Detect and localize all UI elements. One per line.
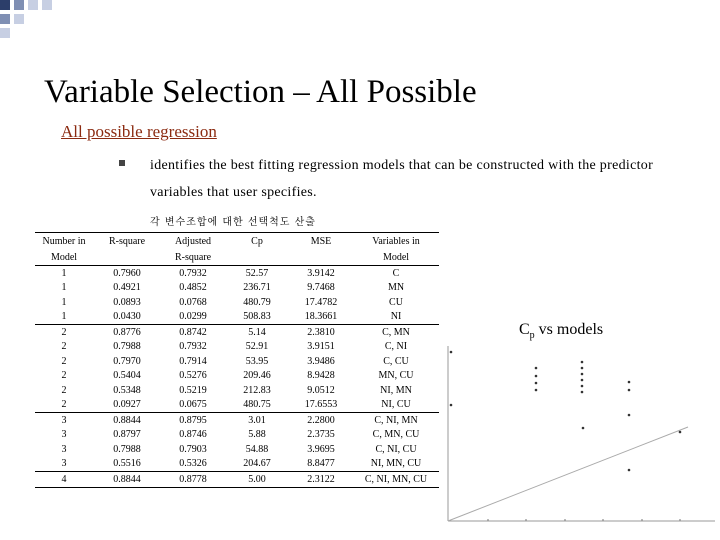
cell-r-square: 0.7988: [113, 443, 141, 455]
cell-cp: 54.88: [245, 443, 269, 455]
plot-title-rest: vs models: [534, 321, 604, 338]
plot-point: [628, 469, 631, 472]
cell-cp: 480.79: [243, 296, 271, 308]
plot-point: [535, 367, 538, 370]
cell-mse: 18.3661: [304, 311, 338, 323]
cell-number-in-model: 1: [61, 296, 67, 308]
cell-cp: 236.71: [243, 282, 271, 294]
cell-number-in-model: 3: [35, 413, 93, 428]
bullet-text: identifies the best fitting regression models that can be constructed with the predictor variables that user specifies.: [150, 158, 654, 200]
cell-variables-in-model: MN: [387, 282, 405, 294]
cell-variables-in-model: C, MN, CU: [372, 429, 420, 441]
plot-point: [628, 381, 631, 384]
section-subheading: All possible regression: [61, 122, 217, 141]
cell-mse: 8.8477: [307, 458, 335, 470]
plot-point: [581, 385, 584, 388]
cell-variables-in-model: MN, CU: [378, 370, 414, 382]
cell-adjusted-r-square: 0.8778: [161, 472, 225, 488]
cell-variables-in-model: NI: [390, 311, 402, 323]
plot-point: [628, 414, 631, 417]
plot-point: [581, 379, 584, 382]
cell-mse: 2.2800: [289, 413, 353, 428]
header-line: R-square: [108, 235, 146, 247]
cell-r-square: 0.8844: [93, 413, 161, 428]
cell-mse: 2.3122: [289, 472, 353, 488]
header-line: MSE: [310, 235, 332, 247]
cell-adjusted-r-square: 0.0299: [179, 311, 207, 323]
cell-variables-in-model: C, NI, MN, CU: [353, 472, 439, 488]
plot-point: [535, 389, 538, 392]
slide-title: Variable Selection – All Possible: [44, 74, 477, 110]
cell-cp: 52.57: [245, 267, 269, 279]
cell-cp: 5.00: [225, 472, 289, 488]
header-number-in-model-line2: Model: [35, 249, 93, 266]
cell-r-square: 0.0430: [113, 311, 141, 323]
cell-variables-in-model: NI, CU: [381, 399, 411, 411]
cell-cp: 5.14: [225, 325, 289, 340]
plot-point: [581, 373, 584, 376]
cell-number-in-model: 3: [61, 443, 67, 455]
cell-adjusted-r-square: 0.7932: [179, 267, 207, 279]
cell-adjusted-r-square: 0.7914: [179, 355, 207, 367]
cell-r-square: 0.8776: [93, 325, 161, 340]
plot-point: [581, 367, 584, 370]
plot-title-main: C: [519, 321, 530, 338]
cell-variables-in-model: CU: [389, 296, 403, 308]
cell-number-in-model: 3: [61, 429, 67, 441]
header-line: Variables in: [372, 235, 420, 247]
cell-cp: 204.67: [243, 458, 271, 470]
cell-r-square: 0.5404: [113, 370, 141, 382]
cell-r-square: 0.8797: [113, 429, 141, 441]
cell-adjusted-r-square: 0.7903: [179, 443, 207, 455]
cell-variables-in-model: C: [392, 267, 400, 279]
cell-mse: 3.9486: [307, 355, 335, 367]
plot-point: [581, 361, 584, 364]
cell-number-in-model: 1: [61, 282, 67, 294]
cell-r-square: 0.0893: [113, 296, 141, 308]
cell-cp: 52.91: [245, 341, 269, 353]
cell-variables-in-model: C, MN: [353, 325, 439, 340]
cell-variables-in-model: C, NI, CU: [375, 443, 417, 455]
table-caption: 각 변수조합에 대한 선택척도 산출: [150, 217, 316, 228]
cell-variables-in-model: C, CU: [383, 355, 409, 367]
cell-number-in-model: 4: [35, 472, 93, 488]
cell-adjusted-r-square: 0.5326: [179, 458, 207, 470]
cell-adjusted-r-square: 0.5276: [179, 370, 207, 382]
cell-number-in-model: 2: [35, 325, 93, 340]
cell-number-in-model: 2: [61, 355, 67, 367]
cell-mse: 3.9151: [307, 341, 335, 353]
cell-adjusted-r-square: 0.5219: [179, 384, 207, 396]
cell-r-square: 0.5516: [113, 458, 141, 470]
cell-cp: 209.46: [243, 370, 271, 382]
cell-r-square: 0.8844: [93, 472, 161, 488]
cell-cp: 508.83: [243, 311, 271, 323]
cell-mse: 8.9428: [307, 370, 335, 382]
header-line: Cp: [251, 235, 263, 247]
cell-r-square: 0.7970: [113, 355, 141, 367]
cell-variables-in-model: C, NI: [384, 341, 408, 353]
cell-number-in-model: 2: [61, 341, 67, 353]
cell-number-in-model: 2: [61, 384, 67, 396]
cell-mse: 17.6553: [304, 399, 338, 411]
cell-number-in-model: 1: [61, 311, 67, 323]
cell-cp: 5.88: [248, 429, 266, 441]
plot-point: [535, 375, 538, 378]
cell-cp: 3.01: [225, 413, 289, 428]
cell-mse: 2.3810: [289, 325, 353, 340]
cell-adjusted-r-square: 0.8746: [179, 429, 207, 441]
plot-title-subscript: p: [529, 330, 535, 342]
plot-point: [535, 382, 538, 385]
cell-r-square: 0.5348: [113, 384, 141, 396]
cell-variables-in-model: NI, MN, CU: [370, 458, 422, 470]
cell-variables-in-model: NI, MN: [380, 384, 412, 396]
plot-point: [582, 427, 585, 430]
cell-mse: 9.7468: [307, 282, 335, 294]
plot-points: [450, 351, 682, 472]
cell-number-in-model: 2: [61, 399, 67, 411]
cell-number-in-model: 1: [61, 267, 67, 279]
cell-mse: 9.0512: [307, 384, 335, 396]
cell-mse: 17.4782: [304, 296, 338, 308]
cell-cp: 480.75: [243, 399, 271, 411]
cell-mse: 3.9142: [307, 267, 335, 279]
cell-adjusted-r-square: 0.8742: [161, 325, 225, 340]
cell-r-square: 0.7988: [113, 341, 141, 353]
cell-cp: 53.95: [245, 355, 269, 367]
cell-r-square: 0.4921: [113, 282, 141, 294]
header-adjusted-r-square-line2: R-square: [161, 249, 225, 266]
cell-adjusted-r-square: 0.7932: [179, 341, 207, 353]
cell-mse: 2.3735: [307, 429, 335, 441]
cell-adjusted-r-square: 0.8795: [161, 413, 225, 428]
cell-number-in-model: 2: [61, 370, 67, 382]
cell-r-square: 0.7960: [113, 267, 141, 279]
header-line: Number in: [42, 235, 86, 247]
plot-title: [519, 321, 603, 341]
header-line: Adjusted: [174, 235, 212, 247]
plot-point: [450, 404, 453, 407]
cell-adjusted-r-square: 0.0768: [179, 296, 207, 308]
cell-mse: 3.9695: [307, 443, 335, 455]
plot-point: [679, 431, 682, 434]
cell-adjusted-r-square: 0.0675: [179, 399, 207, 411]
plot-point: [628, 389, 631, 392]
cell-number-in-model: 3: [61, 458, 67, 470]
plot-point: [581, 391, 584, 394]
cell-variables-in-model: C, NI, MN: [353, 413, 439, 428]
cell-r-square: 0.0927: [113, 399, 141, 411]
cell-adjusted-r-square: 0.4852: [179, 282, 207, 294]
plot-point: [450, 351, 453, 354]
plot-trend-line: [448, 427, 688, 521]
cell-cp: 212.83: [243, 384, 271, 396]
header-variables-in-model-line2: Model: [353, 249, 439, 266]
